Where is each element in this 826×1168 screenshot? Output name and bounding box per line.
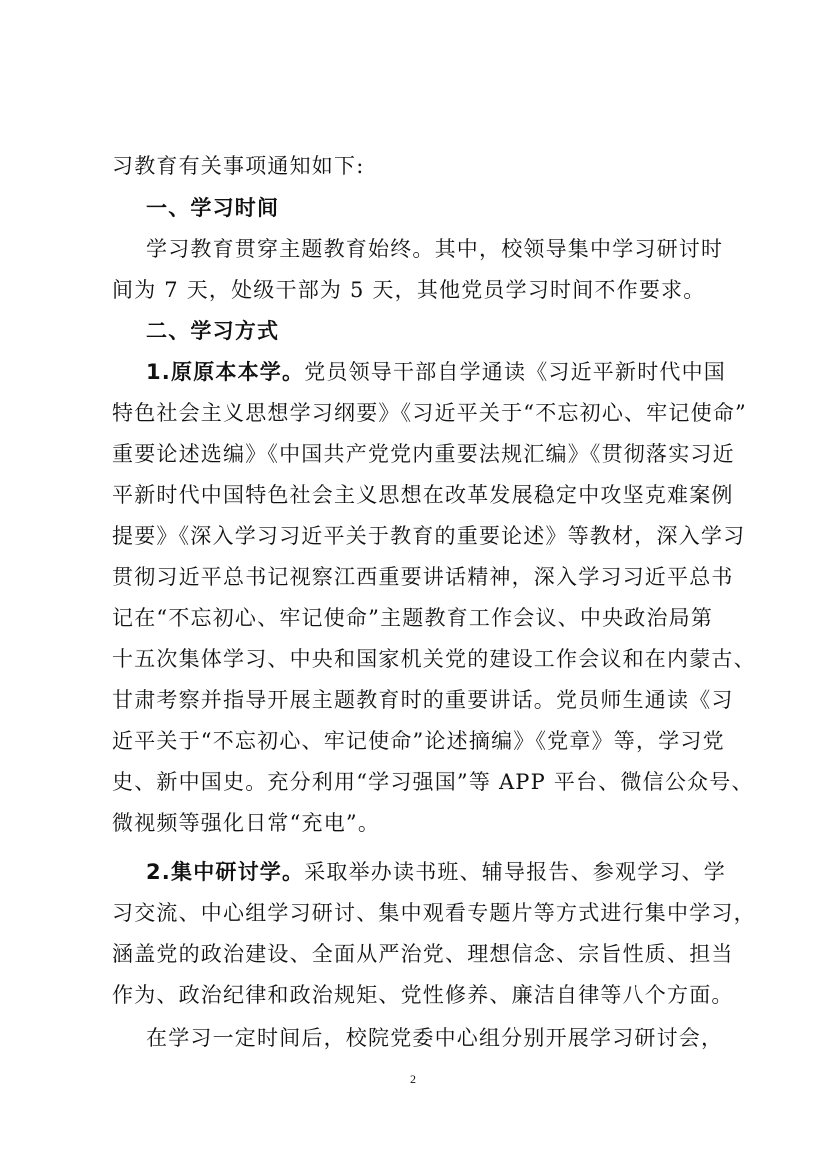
item1-first-line: [146, 357, 762, 387]
item2-first-line: [146, 857, 762, 887]
intro-tail-text: 习教育有关事项通知如下:: [112, 154, 365, 178]
item2-first-line-rest: 采取举办读书班、辅导报告、参观学习、学: [304, 860, 727, 884]
closing-line: 在学习一定时间后，校院党委中心组分别开展学习研讨会，: [146, 1026, 724, 1050]
item1-line: 提要》《深入学习习近平关于教育的重要论述》等教材，深入学习: [112, 524, 746, 548]
item1-line: 甘肃考察并指导开展主题教育时的重要讲话。党员师生通读《习: [112, 688, 734, 712]
item1-line: 近平关于“不忘初心、牢记使命”论述摘编》《党章》等，学习党: [112, 729, 725, 753]
item1-line: 史、新中国史。充分利用“学习强国”等 APP 平台、微信公众号、: [112, 770, 754, 794]
section1-heading: 一、学习时间: [146, 196, 280, 220]
item1-line: 特色社会主义思想学习纲要》《习近平关于“不忘初心、牢记使命”: [112, 401, 747, 425]
item1-label: 1.原原本本学。: [146, 360, 305, 384]
item1-line: 十五次集体学习、中央和国家机关党的建设工作会议和在内蒙古、: [112, 647, 756, 671]
item2-line: 作为、政治纪律和政治规矩、党性修养、廉洁自律等八个方面。: [112, 983, 734, 1007]
section1-line: 间为 7 天，处级干部为 5 天，其他党员学习时间不作要求。: [112, 278, 706, 302]
item1-first-line-rest: 党员领导干部自学通读《习近平新时代中国: [304, 360, 727, 384]
item1-line: 重要论述选编》《中国共产党党内重要法规汇编》《贯彻落实习近: [112, 442, 735, 466]
section2-heading: 二、学习方式: [146, 319, 280, 343]
item1-line: 平新时代中国特色社会主义思想在改革发展稳定中攻坚克难案例: [112, 483, 734, 507]
item1-line: 记在“不忘初心、牢记使命”主题教育工作会议、中央政治局第: [112, 606, 714, 630]
item2-line: 涵盖党的政治建设、全面从严治党、理想信念、宗旨性质、担当: [112, 942, 734, 966]
item1-line: 微视频等强化日常“充电”。: [112, 811, 381, 835]
section1-line: 学习教育贯穿主题教育始终。其中，校领导集中学习研讨时: [146, 237, 724, 261]
item1-line: 贯彻习近平总书记视察江西重要讲话精神，深入学习习近平总书: [112, 565, 734, 589]
item2-label: 2.集中研讨学。: [146, 860, 305, 884]
page-number: 2: [410, 1072, 416, 1086]
item2-line: 习交流、中心组学习研讨、集中观看专题片等方式进行集中学习，: [112, 901, 756, 925]
